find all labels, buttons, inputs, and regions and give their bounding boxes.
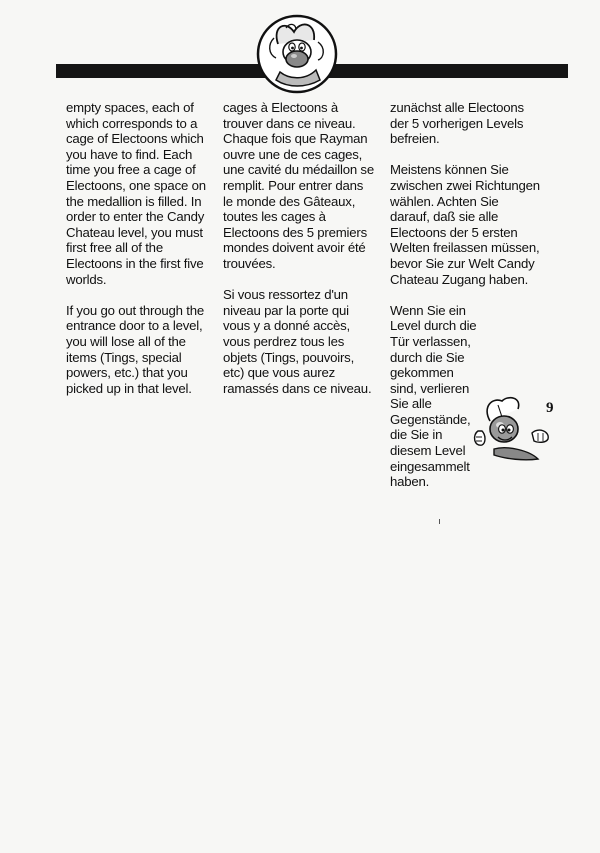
english-paragraph-2: If you go out through the entrance door to a level, you will lose all of the items (Tings, special powers, etc.) that you picked up in that level. <box>66 302 204 396</box>
english-column <box>66 100 206 412</box>
german-paragraph-1: zunächst alle Electoons der 5 vorherigen Levels befreien. <box>390 100 524 147</box>
german-paragraph-3: Wenn Sie ein Level durch die Tür verlassen, durch die Sie gekommen sind, verlieren Sie alle Gegenstände, die Sie in diesem Level eingesammelt haben. <box>390 302 477 490</box>
french-column <box>223 100 375 412</box>
french-paragraph-2: Si vous ressortez d'un niveau par la porte qui vous y a donné accès, vous perdrez tous les objets (Tings, pouvoirs, etc) que vous aurez ramassés dans ce niveau. <box>223 287 372 396</box>
rayman-head-medallion-icon <box>256 14 338 94</box>
english-paragraph-1: empty spaces, each of which corresponds to a cage of Electoons which you have to find. Each time you free a cage of Electoons, one space on the medallion is filled. In order to enter the Candy Chateau level, you must first free all of the Electoons in the first five worlds. <box>66 100 206 287</box>
page-number: 9 <box>546 400 554 416</box>
german-paragraph-2: Meistens können Sie zwischen zwei Richtungen wählen. Achten Sie darauf, daß sie alle Electoons der 5 ersten Welten freilassen müssen, bevor Sie zur Welt Candy Chateau Zugang haben. <box>390 162 540 287</box>
print-speck <box>439 519 440 524</box>
french-paragraph-1: cages à Electoons à trouver dans ce niveau. Chaque fois que Rayman ouvre une de ces cages, une cavité du médaillon se remplit. Pour entrer dans le monde des Gâteaux, toutes les cages à Electoons des 5 premiers mondes doivent avoir été trouvées. <box>223 100 374 271</box>
